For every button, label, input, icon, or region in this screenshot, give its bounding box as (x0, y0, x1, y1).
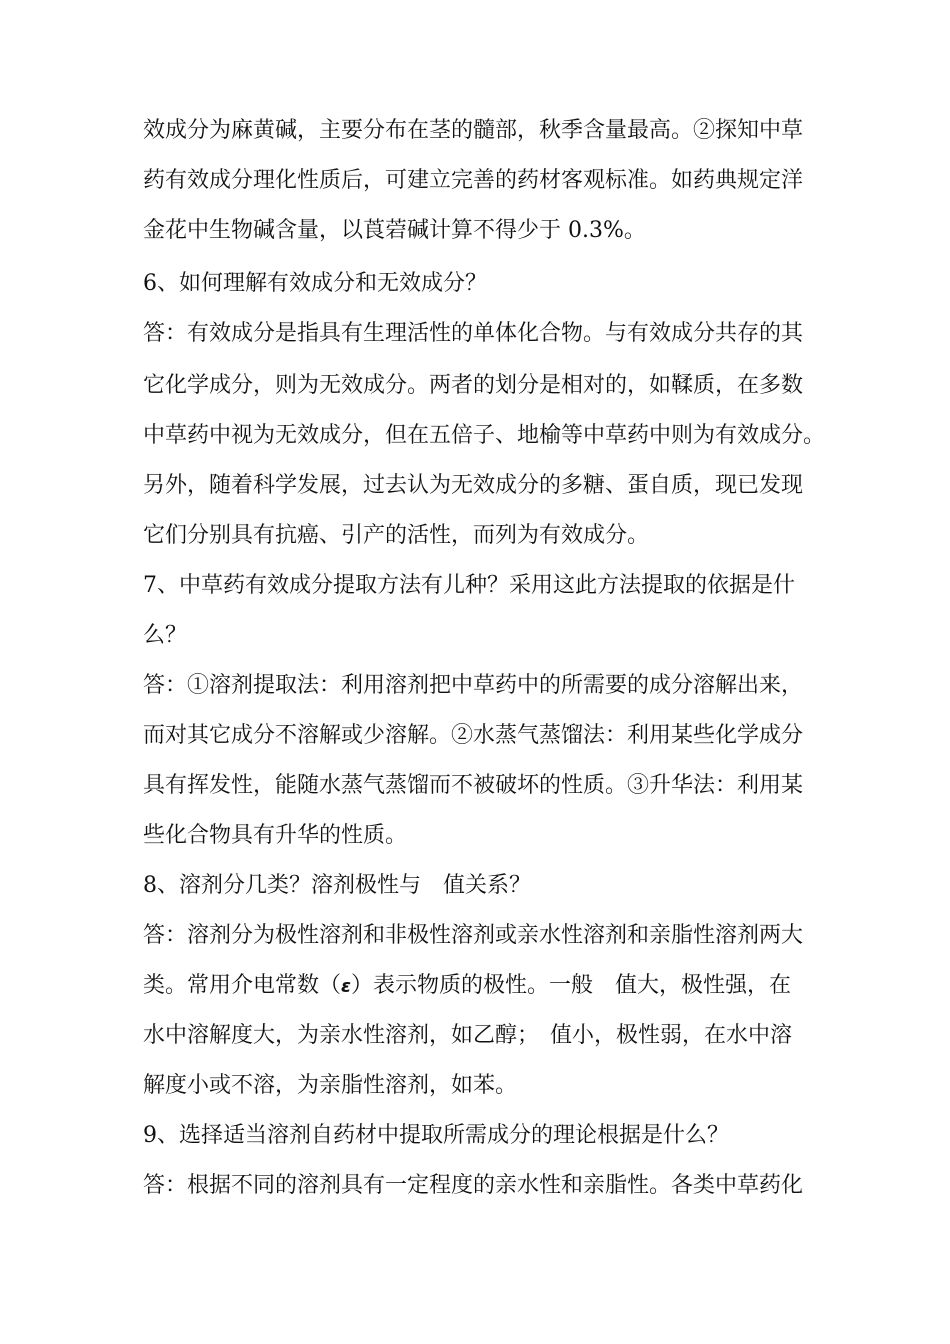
text-line: 中草药中视为无效成分，但在五倍子、地榆等中草药中则为有效成分。 (143, 423, 826, 448)
question-9: 9、选择适当溶剂自药材中提取所需成分的理论根据是什么？ (143, 1123, 729, 1148)
text-segment: 类。常用介电常数（ (143, 973, 342, 998)
text-line: 药有效成分理化性质后，可建立完善的药材客观标准。如药典规定洋 (143, 168, 804, 193)
question-7: 7、中草药有效成分提取方法有儿种？采用这此方法提取的依据是什 (143, 573, 795, 598)
text-line: 些化合物具有升华的性质。 (143, 823, 408, 848)
text-line: 另外，随着科学发展，过去认为无效成分的多糖、蛋自质，现已发现 (143, 473, 804, 498)
epsilon-symbol: ε (341, 976, 352, 997)
text-line: 答：溶剂分为极性溶剂和非极性溶剂或亲水性溶剂和亲脂性溶剂两大 (143, 923, 804, 948)
question-8: 8、溶剂分几类？溶剂极性与 值关系？ (143, 873, 531, 898)
text-line: 它化学成分，则为无效成分。两者的划分是相对的，如鞣质，在多数 (143, 373, 804, 398)
text-line: 效成分为麻黄碱，主要分布在茎的髓部，秋季含量最高。②探知中草 (143, 118, 804, 143)
question-6: 6、如何理解有效成分和无效成分？ (143, 271, 487, 296)
text-line: 答：①溶剂提取法：利用溶剂把中草药中的所需要的成分溶解出来， (143, 673, 804, 698)
text-line: 答：有效成分是指具有生理活性的单体化合物。与有效成分共存的其 (143, 321, 804, 346)
text-line (143, 972, 823, 1001)
text-line: 答：根据不同的溶剂具有一定程度的亲水性和亲脂性。各类中草药化 (143, 1173, 804, 1198)
text-segment: ）表示物质的极性。一般 值大，极性强，在 (351, 973, 792, 998)
text-line: 具有挥发性，能随水蒸气蒸馏而不被破坏的性质。③升华法：利用某 (143, 773, 804, 798)
text-line: 水中溶解度大，为亲水性溶剂，如乙醇； 值小，极性弱，在水中溶 (143, 1023, 793, 1048)
text-line: 金花中生物碱含量，以莨菪碱计算不得少于 0.3%。 (143, 218, 646, 243)
text-line: 而对其它成分不溶解或少溶解。②水蒸气蒸馏法：利用某些化学成分 (143, 723, 804, 748)
text-line: 么？ (143, 623, 188, 648)
text-line: 解度小或不溶，为亲脂性溶剂，如苯。 (143, 1073, 518, 1098)
text-line: 它们分别具有抗癌、引产的活性，而列为有效成分。 (143, 523, 650, 548)
